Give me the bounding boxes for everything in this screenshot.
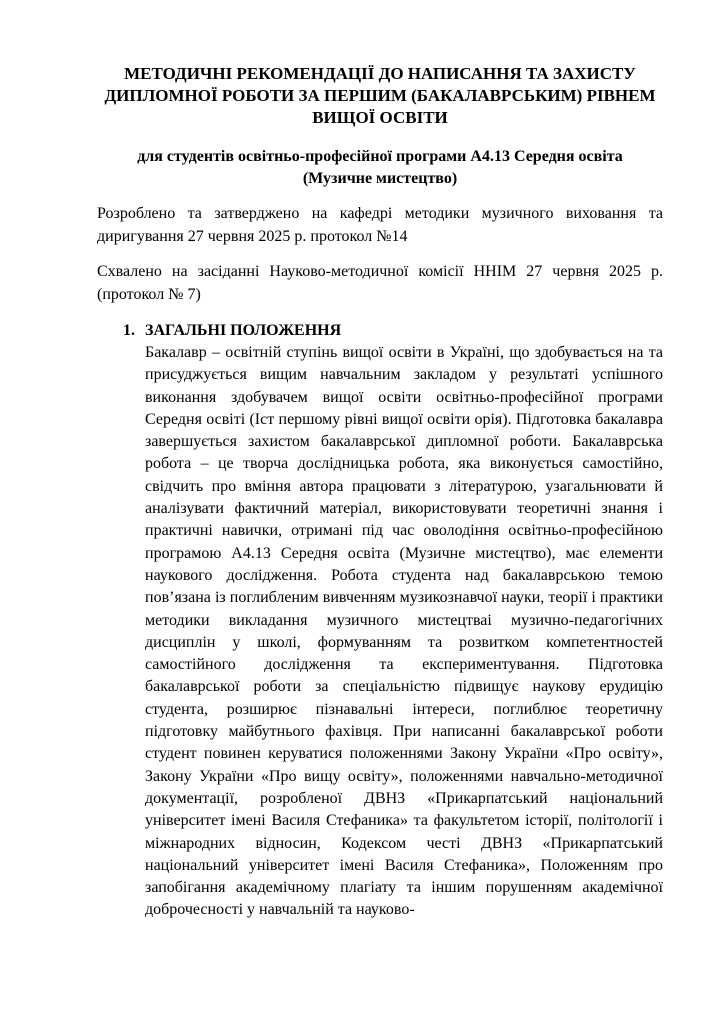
title-line-1: МЕТОДИЧНІ РЕКОМЕНДАЦІЇ ДО НАПИСАННЯ ТА ЗАХИСТУ (124, 64, 636, 83)
subtitle-line-1: для студентів освітньо-професійної програми А4.13 Середня освіта (137, 148, 623, 165)
section-heading (123, 320, 663, 342)
section-body-text: Бакалавр – освітній ступінь вищої освіти в Україні, що здобувається на та присуджується вищим навчальним закладом у результаті успішного виконання здобувачем вищої освіти освітньо-професійної програми Середня освіті (Іст першому рівні вищої освіти орія). Підготовка бакалавра завершується захистом бакалаврської дипломної роботи. Бакалаврська робота – це творча дослідницька робота, яка виконується самостійно, свідчить про вміння автора працювати з літературою, узагальнювати й аналізувати фактичний матеріал, використовувати теоретичні знання і практичні навички, отримані під час оволодіння освітньо-професійною програмою А4.13 Середня освіта (Музичне мистецтво), має елементи наукового дослідження. Робота студента над бакалаврською темою пов’язана із поглибленим вивченням музикознавчої науки, теорії і практики методики викладання музичного мистецтваі музично-педагогічних дисциплін у школі, формуванням та розвитком компетентностей самостійного дослідження та експериментування. Підготовка бакалаврської роботи за спеціальністю підвищує наукову ерудицію студента, розширює пізнавальні інтереси, поглиблює теоретичну підготовку майбутнього фахівця. При написанні бакалаврської роботи студент повинен керуватися положеннями Закону України «Про освіту», Закону України «Про вищу освіту», положеннями навчально-методичної документації, розробленої ДВНЗ «Прикарпатський національний університет імені Василя Стефаника» та факультетом історії, політології і міжнародних відносин, Кодексом честі ДВНЗ «Прикарпатський національний університет імені Василя Стефаника», Положенням про запобігання академічному плагіату та іншим порушенням академічної доброчесності у навчальній та науково- (145, 344, 663, 919)
approval-paragraph-developed: Розроблено та затверджено на кафедрі методики музичного виховання та диригування 27 червня 2025 р. протокол №14 (97, 205, 663, 245)
title-line-2: ДИПЛОМНОЇ РОБОТИ ЗА ПЕРШИМ (БАКАЛАВРСЬКИМ) РІВНЕМ (104, 86, 656, 105)
subtitle-line-2: (Музичне мистецтво) (302, 170, 458, 187)
section-general-provisions (123, 320, 663, 922)
document-title (97, 63, 663, 129)
section-heading-text: ЗАГАЛЬНІ ПОЛОЖЕННЯ (145, 322, 342, 339)
section-number: 1. (123, 322, 135, 339)
document-subtitle (97, 146, 663, 190)
title-line-3: ВИЩОЇ ОСВІТИ (312, 108, 448, 127)
approval-paragraph-endorsed: Схвалено на засіданні Науково-методичної комісії ННІМ 27 червня 2025 р. (протокол № 7) (97, 263, 663, 303)
